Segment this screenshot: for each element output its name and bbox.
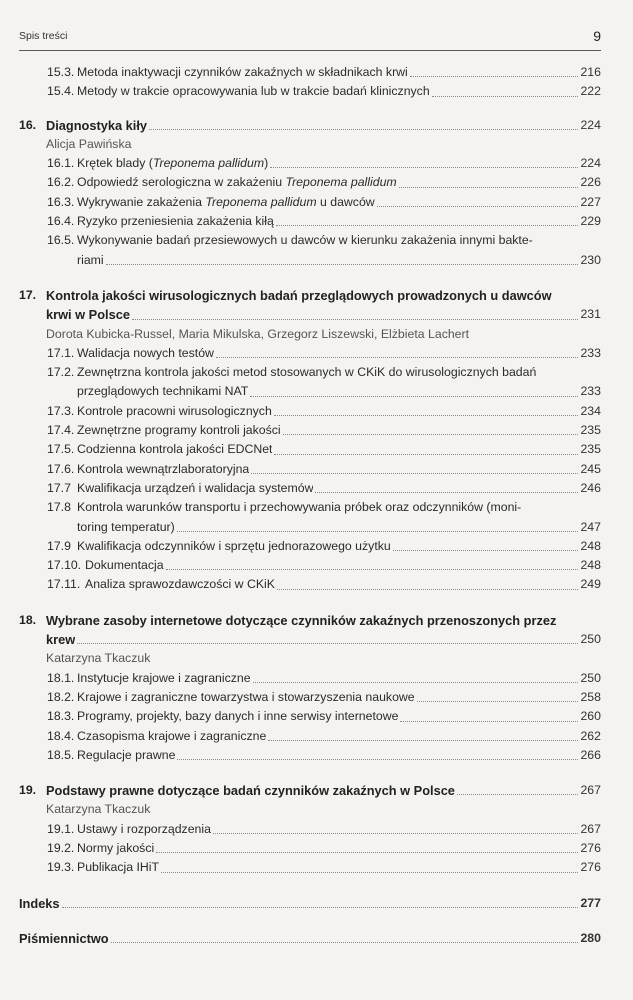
dot-leader [253,682,579,683]
toc-entry-17-2[interactable]: 17.2. Zewnętrzna kontrola jakości metod stosowanych w CKiK do wirusologicznych badań [47,365,537,380]
dot-leader [166,569,579,570]
dot-leader [399,187,579,188]
chapter-authors: Katarzyna Tkaczuk [46,651,151,666]
dot-leader [270,167,578,168]
dot-leader [277,589,578,590]
dot-leader [268,740,578,741]
chapter-authors: Alicja Pawińska [46,136,132,151]
toc-entry-15-4[interactable]: 15.4. Metody w trakcie opracowywania lub w trakcie badań klinicznych 222 [47,84,601,99]
dot-leader [276,225,579,226]
toc-entry-17-4[interactable]: 17.4. Zewnętrzne programy kontroli jakości 235 [47,423,601,438]
dot-leader [161,872,578,873]
toc-entry-17-2-cont[interactable]: przeglądowych technikami NAT 233 [77,384,601,399]
toc-entry-16-2[interactable]: 16.2. Odpowiedź serologiczna w zakażeniu Treponema pallidum 226 [47,175,601,190]
toc-entry-19-3[interactable]: 19.3. Publikacja IHiT 276 [47,860,601,875]
dot-leader [432,96,579,97]
dot-leader [250,396,578,397]
dot-leader [213,833,579,834]
dot-leader [283,434,579,435]
toc-entry-16-1[interactable]: 16.1. Krętek blady (Treponema pallidum) 224 [47,156,601,171]
dot-leader [106,264,579,265]
toc-chapter-19[interactable]: 19. Podstawy prawne dotyczące badań czynników zakaźnych w Polsce 267 [19,783,601,799]
dot-leader [177,531,579,532]
toc-entry-19-2[interactable]: 19.2. Normy jakości 276 [47,840,601,855]
page-header [19,28,601,51]
toc-entry-17-10[interactable]: 17.10. Dokumentacja 248 [47,558,601,573]
chapter-authors: Katarzyna Tkaczuk [46,802,151,817]
dot-leader [156,852,578,853]
dot-leader [315,492,578,493]
toc-entry-17-6[interactable]: 17.6. Kontrola wewnątrzlaboratoryjna 245 [47,461,601,476]
toc-entry-17-3[interactable]: 17.3. Kontrole pracowni wirusologicznych 234 [47,403,601,418]
toc-entry-16-4[interactable]: 16.4. Ryzyko przeniesienia zakażenia kiłą 229 [47,214,601,229]
dot-leader [149,129,578,130]
dot-leader [274,454,578,455]
toc-bibliography[interactable]: Piśmiennictwo 280 [19,930,601,946]
dot-leader [62,907,579,908]
dot-leader [132,319,579,320]
dot-leader [111,942,579,943]
toc-entry-16-3[interactable]: 16.3. Wykrywanie zakażenia Treponema pallidum u dawców 227 [47,194,601,209]
toc-entry-19-1[interactable]: 19.1. Ustawy i rozporządzenia 267 [47,821,601,836]
dot-leader [77,643,578,644]
table-of-contents [19,63,601,948]
toc-entry-18-1[interactable]: 18.1. Instytucje krajowe i zagraniczne 250 [47,670,601,685]
toc-entry-17-8[interactable]: 17.8 Kontrola warunków transportu i przechowywania próbek oraz odczynników (moni- [47,500,522,515]
dot-leader [274,415,579,416]
chapter-authors: Dorota Kubicka-Russel, Maria Mikulska, Grzegorz Liszewski, Elżbieta Lachert [46,326,470,341]
toc-entry-17-5[interactable]: 17.5. Codzienna kontrola jakości EDCNet 235 [47,442,601,457]
toc-entry-17-9[interactable]: 17.9 Kwalifikacja odczynników i sprzętu jednorazowego użytku 248 [47,538,601,553]
toc-chapter-17[interactable]: 17. Kontrola jakości wirusologicznych badań przeglądowych prowadzonych u dawców [19,287,552,303]
toc-chapter-18-cont[interactable]: krew 250 [46,632,601,648]
toc-entry-16-5[interactable]: 16.5. Wykonywanie badań przesiewowych u dawców w kierunku zakażenia innymi bakte- [47,233,533,248]
dot-leader [251,473,578,474]
toc-chapter-17-cont[interactable]: krwi w Polsce 231 [46,307,601,323]
dot-leader [410,76,579,77]
toc-entry-18-2[interactable]: 18.2. Krajowe i zagraniczne towarzystwa i stowarzyszenia naukowe 258 [47,689,601,704]
toc-entry-18-3[interactable]: 18.3. Programy, projekty, bazy danych i inne serwisy internetowe 260 [47,709,601,724]
toc-entry-17-8-cont[interactable]: toring temperatur) 247 [77,519,601,534]
toc-entry-18-5[interactable]: 18.5. Regulacje prawne 266 [47,747,601,762]
toc-chapter-16[interactable]: 16. Diagnostyka kiły 224 [19,117,601,133]
dot-leader [457,794,579,795]
toc-entry-17-1[interactable]: 17.1. Walidacja nowych testów 233 [47,345,601,360]
toc-chapter-18[interactable]: 18. Wybrane zasoby internetowe dotyczące czynników zakaźnych przenoszonych przez [19,612,557,628]
dot-leader [377,206,579,207]
dot-leader [177,759,578,760]
dot-leader [400,721,578,722]
toc-entry-17-7[interactable]: 17.7 Kwalifikacja urządzeń i walidacja systemów 246 [47,480,601,495]
page-number: 9 [593,28,601,44]
toc-index[interactable]: Indeks 277 [19,895,601,911]
toc-entry-15-3[interactable]: 15.3. Metoda inaktywacji czynników zakaźnych w składnikach krwi 216 [47,65,601,79]
dot-leader [417,701,579,702]
toc-entry-17-11[interactable]: 17.11. Analiza sprawozdawczości w CKiK 249 [47,577,601,592]
dot-leader [216,357,579,358]
toc-entry-16-5-cont[interactable]: riami 230 [77,252,601,267]
dot-leader [393,550,579,551]
toc-entry-18-4[interactable]: 18.4. Czasopisma krajowe i zagraniczne 262 [47,728,601,743]
running-title: Spis treści [19,30,68,42]
